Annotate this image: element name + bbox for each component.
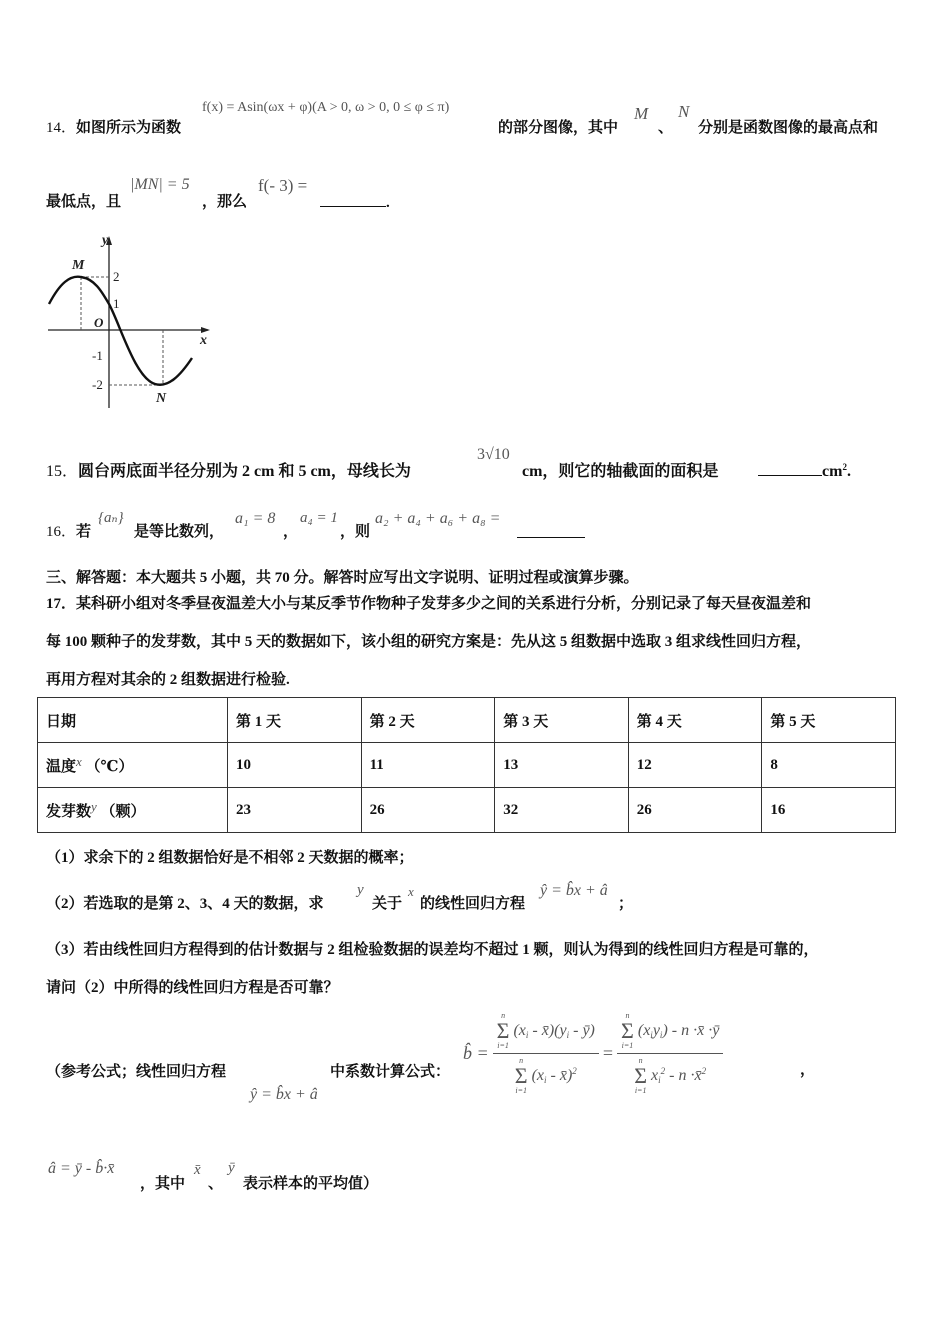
x-axis-label: x [200, 333, 207, 348]
table-cell: 11 [361, 743, 495, 788]
point-n-label: N [156, 391, 167, 406]
a-hat-formula: â = ȳ - b̂·x̄ [48, 1160, 115, 1177]
q16-a4: a₄ = 1 [300, 510, 338, 526]
q17-part3-line1: （3）若由线性回归方程得到的估计数据与 2 组检验数据的误差均不超过 1 颗，则认为得到的线性回归方程是可靠的， [46, 942, 819, 958]
q14-answer-blank[interactable]: . [320, 190, 390, 212]
table-cell: 10 [228, 743, 362, 788]
ref-comma: ， [800, 1062, 816, 1078]
row-label-germination: 发芽数y （颗） [38, 788, 228, 833]
germination-data-table [37, 697, 896, 833]
q14-number: 14． [46, 120, 77, 136]
q17-part2-b: 关于 [372, 896, 403, 912]
sine-graph-figure [40, 228, 220, 413]
q16-comma: ， [283, 524, 299, 540]
table-row [38, 788, 896, 833]
ref-sep: 、 [208, 1176, 224, 1192]
q15-text-b: cm，则它的轴截面的面积是 [522, 463, 719, 480]
point-m-label: M [72, 258, 85, 273]
table-header-row [38, 698, 896, 743]
q14-sep: 、 [658, 120, 674, 136]
tick-1: 1 [113, 296, 120, 311]
q17-part1: （1）求余下的 2 组数据恰好是不相邻 2 天数据的概率； [46, 850, 414, 866]
ref-text-b: 中系数计算公式： [330, 1064, 451, 1080]
q17-line3: 再用方程对其余的 2 组数据进行检验. [46, 672, 290, 688]
q16-sequence: {aₙ} [98, 510, 124, 526]
q16-sum: a₂ + a₄ + a₆ + a₈ = [375, 510, 501, 527]
row-label-temperature: 温度x （℃） [38, 743, 228, 788]
q17-part2-c: 的线性回归方程 [420, 896, 526, 912]
y-axis-label: y [102, 233, 109, 248]
q15-line: 15．圆台两底面半径分别为 2 cm 和 5 cm，母线长为 [46, 463, 411, 480]
q16-number: 16． [46, 524, 77, 540]
table-header-cell: 第 2 天 [361, 698, 495, 743]
table-header-cell: 第 3 天 [495, 698, 629, 743]
table-cell: 8 [762, 743, 896, 788]
q17-part2-end: ； [618, 896, 634, 912]
q17-part2-x: x [408, 884, 414, 899]
q17-part2-equation: ŷ = b̂x + â [540, 882, 608, 899]
tick-neg1: -1 [92, 348, 103, 363]
q16-answer-blank[interactable] [517, 520, 585, 543]
table-row [38, 743, 896, 788]
q14-point-n: N [678, 102, 690, 121]
table-cell: 32 [495, 788, 629, 833]
table-cell: 23 [228, 788, 362, 833]
tick-neg2: -2 [92, 377, 103, 392]
q15-answer-blank[interactable]: $cm^2$. [758, 458, 851, 481]
table-header-cell: 日期 [38, 698, 228, 743]
q17-line1: 17．某科研小组对冬季昼夜温差大小与某反季节作物种子发芽多少之间的关系进行分析，分别记录了每天昼夜温差和 [46, 596, 812, 612]
q15-formula: 3√10 [477, 446, 510, 463]
y-bar: ȳ [228, 1160, 235, 1176]
origin-label: O [94, 315, 104, 330]
ref-text-d: 表示样本的平均值） [243, 1176, 379, 1192]
table-cell: 26 [361, 788, 495, 833]
q15-number: 15． [46, 463, 79, 480]
q14-ask: f(- 3) = [258, 176, 308, 195]
table-header-cell: 第 1 天 [228, 698, 362, 743]
ref-text-a: （参考公式；线性回归方程 [46, 1064, 227, 1080]
q14-text-d: 最低点，且 [46, 194, 122, 210]
x-bar: x̄ [194, 1162, 201, 1178]
table-cell: 13 [495, 743, 629, 788]
q14-text-b: 的部分图像，其中 [498, 120, 619, 136]
q14-point-m: M [634, 104, 649, 123]
q14-function-formula: f(x) = Asin(ωx + φ)(A > 0, ω > 0, 0 ≤ φ ≤ π) [202, 100, 450, 115]
q14-condition: |MN| = 5 [130, 176, 190, 193]
q14-text-e: ，那么 [202, 194, 248, 210]
q17-line2: 每 100 颗种子的发芽数，其中 5 天的数据如下，该小组的研究方案是：先从这 5 组数据中选取 3 组求线性回归方程， [46, 634, 812, 650]
q16-a1: a₁ = 8 [235, 510, 276, 527]
q16-line: 16．若 [46, 524, 92, 540]
table-header-cell: 第 4 天 [628, 698, 762, 743]
tick-2: 2 [113, 269, 120, 284]
section3-heading: 三、解答题：本大题共 5 小题，共 70 分。解答时应写出文字说明、证明过程或演算步骤。 [46, 570, 639, 586]
sine-curve-graph [40, 228, 220, 413]
q17-part3-line2: 请问（2）中所得的线性回归方程是否可靠？ [46, 980, 339, 996]
table-header-cell: 第 5 天 [762, 698, 896, 743]
q16-text-b: 是等比数列， [134, 524, 225, 540]
table-cell: 26 [628, 788, 762, 833]
ref-regression-equation: ŷ = b̂x + â [250, 1086, 318, 1103]
q16-text-c: ，则 [340, 524, 371, 540]
b-hat-formula: b̂ = n Σ i=1 ($x_i$ - $x̄)(y_i$ - ȳ) n Σ i=1 ($x_i$ - x̄)$^2$ = n Σ i=1 $(x_iy_i)$ - n ·x̄ ·ȳ n Σ i=1 $x_i^2$ - n ·x̄$^2$ [463, 1012, 723, 1095]
ref-text-c: ，其中 [140, 1176, 186, 1192]
q14-line1 [46, 116, 181, 137]
q17-part2-a: （2）若选取的是第 2、3、4 天的数据，求 [46, 896, 324, 912]
q14-text-c: 分别是函数图像的最高点和 [698, 120, 879, 136]
q14-text-a: 如图所示为函数 [76, 120, 182, 136]
table-cell: 16 [762, 788, 896, 833]
q17-part2-y: y [357, 882, 364, 898]
table-cell: 12 [628, 743, 762, 788]
